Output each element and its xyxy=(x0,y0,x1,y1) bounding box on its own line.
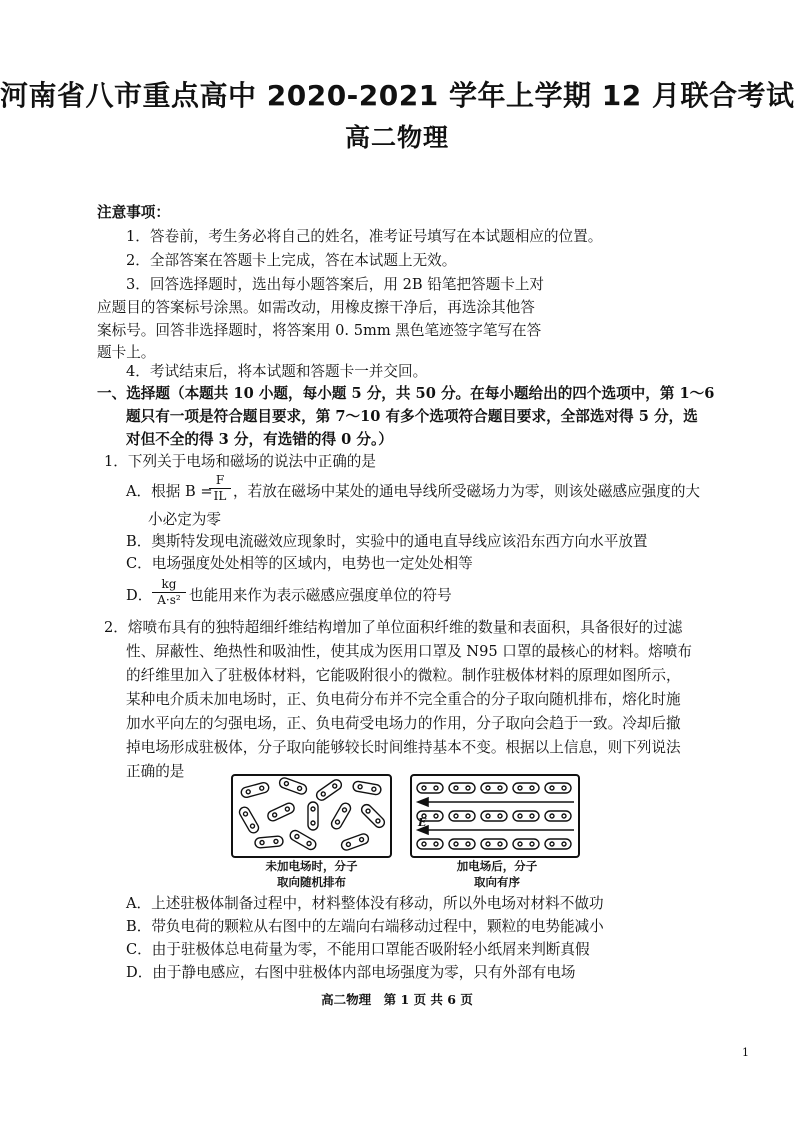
q2-stem-line: 掉电场形成驻极体，分子取向能够较长时间维持基本不变。根据以上信息，则下列说法 xyxy=(126,739,681,756)
caption-line: 取向随机排布 xyxy=(277,875,346,889)
q1-stem: 1．下列关于电场和磁场的说法中正确的是 xyxy=(104,453,376,470)
page-footer: 高二物理 第 1 页 共 6 页 xyxy=(321,992,473,1007)
notice-heading: 注意事项： xyxy=(97,204,170,221)
q2-option-a: A．上述驻极体制备过程中，材料整体没有移动，所以外电场对材料不做功 xyxy=(126,895,604,912)
molecule-ordered-svg xyxy=(412,776,578,856)
exam-subject: 高二物理 xyxy=(344,123,449,152)
molecule-random-svg xyxy=(233,776,390,856)
caption-line: 取向有序 xyxy=(474,875,520,889)
field-label-e: E xyxy=(418,816,427,829)
q1-option-d-text: 也能用来作为表示磁感应强度单位的符号 xyxy=(189,587,452,604)
figure-ordered-molecules xyxy=(410,774,580,858)
figure-left-caption xyxy=(231,858,392,890)
q2-stem-line: 2．熔喷布具有的独特超细纤维结构增加了单位面积纤维的数量和表面积，具备很好的过滤 xyxy=(104,619,683,636)
notice-line: 3．回答选择题时，选出每小题答案后，用 2B 铅笔把答题卡上对 xyxy=(126,276,545,293)
q1-option-b: B．奥斯特发现电流磁效应现象时，实验中的通电直导线应该沿东西方向水平放置 xyxy=(126,533,648,550)
section-instruction: 对但不全的得 3 分，有选错的得 0 分。） xyxy=(126,431,393,448)
q2-option-c: C．由于驻极体总电荷量为零，不能用口罩能否吸附轻小纸屑来判断真假 xyxy=(126,941,590,958)
fraction-numerator: F xyxy=(215,473,225,487)
q2-stem-line: 加水平向左的匀强电场，正、负电荷受电场力的作用，分子取向会趋于一致。冷却后撤 xyxy=(126,715,681,732)
q2-stem-line: 正确的是 xyxy=(126,763,185,780)
q1-option-a-prefix: A．根据 B = xyxy=(126,483,213,500)
figure-random-molecules xyxy=(231,774,392,858)
caption-line: 未加电场时，分子 xyxy=(265,859,358,873)
notice-line: 应题目的答案标号涂黑。如需改动，用橡皮擦干净后，再选涂其他答 xyxy=(97,299,535,316)
fraction-numerator: kg xyxy=(161,577,177,591)
q1-option-c: C．电场强度处处相等的区域内，电势也一定处处相等 xyxy=(126,555,473,572)
fraction-denominator: IL xyxy=(213,489,227,503)
q1-option-a-text: ，若放在磁场中某处的通电导线所受磁场力为零，则该处磁感应强度的大 xyxy=(233,483,701,500)
q1-option-d-prefix: D． xyxy=(126,587,153,604)
exam-title: 河南省八市重点高中 2020-2021 学年上学期 12 月联合考试 xyxy=(0,79,794,112)
q1-formula-fraction xyxy=(209,474,231,503)
q2-stem-line: 性、屏蔽性、绝热性和吸油性，使其成为医用口罩及 N95 口罩的最核心的材料。熔喷布 xyxy=(126,643,692,660)
q2-option-b: B．带负电荷的颗粒从右图中的左端向右端移动过程中，颗粒的电势能减小 xyxy=(126,918,604,935)
q1-unit-fraction xyxy=(152,578,186,607)
q1-option-a-continued: 小必定为零 xyxy=(148,511,221,528)
notice-line: 2．全部答案在答题卡上完成，答在本试题上无效。 xyxy=(126,252,457,269)
section-instruction: 一、选择题（本题共 10 小题，每小题 5 分，共 50 分。在每小题给出的四个选项中，第 1～6 xyxy=(97,385,715,402)
fraction-denominator: A·s² xyxy=(157,593,181,607)
q2-stem-line: 的纤维里加入了驻极体材料，它能吸附很小的微粒。制作驻极体材料的原理如图所示， xyxy=(126,667,681,684)
figure-right-caption xyxy=(414,858,580,890)
page-number: 1 xyxy=(742,1046,749,1059)
notice-line: 题卡上。 xyxy=(97,344,156,361)
section-instruction: 题只有一项是符合题目要求，第 7～10 有多个选项符合题目要求，全部选对得 5 分，选 xyxy=(126,408,698,425)
notice-line: 案标号。回答非选择题时，将答案用 0. 5mm 黑色笔迹签字笔写在答 xyxy=(97,322,542,339)
q2-option-d: D．由于静电感应，右图中驻极体内部电场强度为零，只有外部有电场 xyxy=(126,964,576,981)
q2-stem-line: 某种电介质未加电场时，正、负电荷分布并不完全重合的分子取向随机排布，熔化时施 xyxy=(126,691,681,708)
notice-line: 4．考试结束后，将本试题和答题卡一并交回。 xyxy=(126,363,428,380)
notice-line: 1．答卷前，考生务必将自己的姓名，准考证号填写在本试题相应的位置。 xyxy=(126,228,603,245)
caption-line: 加电场后，分子 xyxy=(456,859,538,873)
